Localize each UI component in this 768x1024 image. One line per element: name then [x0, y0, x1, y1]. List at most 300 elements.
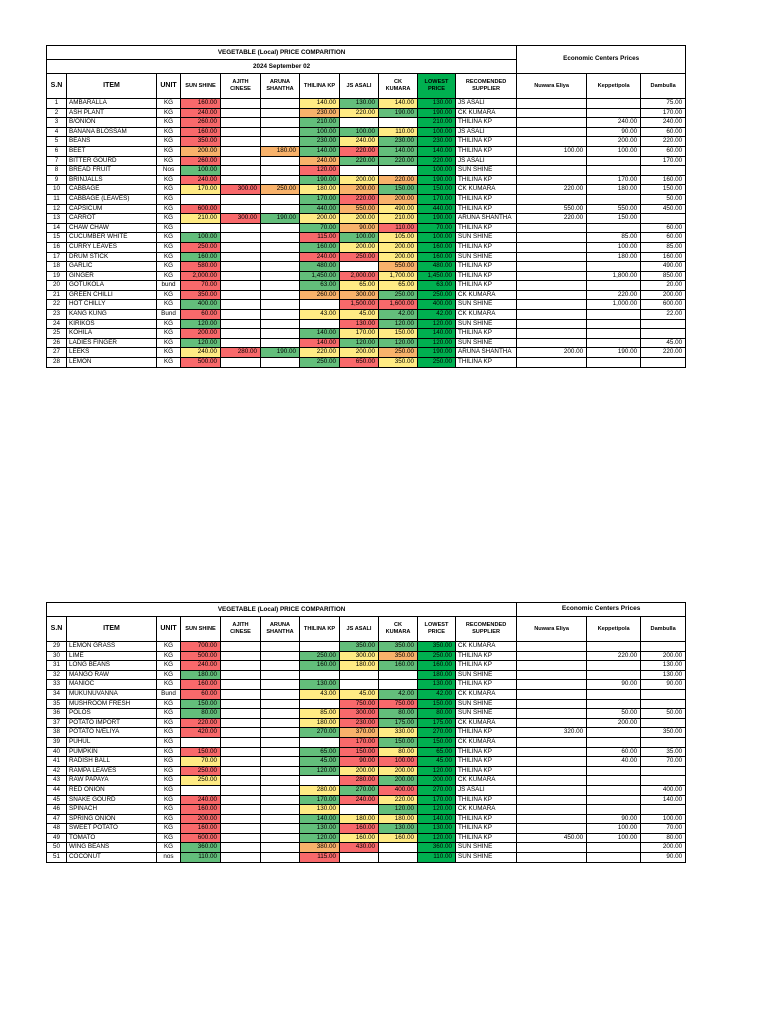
cell-unit: Nos [157, 166, 181, 176]
cell-dambulla: 50.00 [641, 709, 686, 719]
header-lowest: LOWEST PRICE [418, 74, 456, 99]
cell-ckkumara: 42.00 [379, 310, 418, 320]
cell-aruna [261, 223, 300, 233]
cell-supplier: THILINA KP [456, 329, 517, 339]
cell-lowest: 190.00 [418, 108, 456, 118]
cell-aruna: 190.00 [261, 214, 300, 224]
cell-keppetipola [587, 689, 641, 699]
table-row [47, 358, 686, 368]
cell-dambulla: 450.00 [641, 204, 686, 214]
cell-item: SWEET POTATO [67, 824, 157, 834]
cell-nuwara: 220.00 [517, 185, 587, 195]
cell-dambulla: 100.00 [641, 814, 686, 824]
cell-keppetipola [587, 776, 641, 786]
cell-keppetipola: 150.00 [587, 214, 641, 224]
cell-dambulla: 60.00 [641, 223, 686, 233]
cell-sunshine: 110.00 [181, 853, 221, 863]
cell-sn: 34 [47, 689, 67, 699]
cell-keppetipola [587, 642, 641, 652]
cell-sunshine: 240.00 [181, 108, 221, 118]
cell-keppetipola: 1,000.00 [587, 300, 641, 310]
cell-sunshine: 170.00 [181, 185, 221, 195]
cell-ckkumara: 140.00 [379, 146, 418, 156]
cell-item: RED ONION [67, 785, 157, 795]
header-item: ITEM [67, 617, 157, 642]
cell-supplier: THILINA KP [456, 271, 517, 281]
cell-keppetipola: 240.00 [587, 118, 641, 128]
cell-jsasali: 65.00 [340, 281, 379, 291]
cell-aruna [261, 319, 300, 329]
cell-jsasali: 200.00 [340, 242, 379, 252]
cell-aruna [261, 670, 300, 680]
cell-aruna [261, 737, 300, 747]
cell-sn: 13 [47, 214, 67, 224]
cell-sn: 38 [47, 728, 67, 738]
cell-dambulla: 90.00 [641, 853, 686, 863]
cell-keppetipola: 550.00 [587, 204, 641, 214]
cell-thilina: 210.00 [300, 118, 340, 128]
cell-dambulla [641, 358, 686, 368]
cell-nuwara [517, 814, 587, 824]
cell-sn: 24 [47, 319, 67, 329]
cell-unit: KG [157, 795, 181, 805]
cell-ajith [221, 833, 261, 843]
cell-item: RAW PAPAYA [67, 776, 157, 786]
cell-sn: 47 [47, 814, 67, 824]
cell-sn: 10 [47, 185, 67, 195]
table-row [47, 747, 686, 757]
cell-lowest: 63.00 [418, 281, 456, 291]
cell-thilina: 230.00 [300, 137, 340, 147]
cell-unit: KG [157, 99, 181, 109]
cell-aruna [261, 156, 300, 166]
cell-supplier: SUN SHINE [456, 709, 517, 719]
cell-keppetipola: 190.00 [587, 348, 641, 358]
cell-keppetipola [587, 194, 641, 204]
table-row [47, 175, 686, 185]
cell-lowest: 45.00 [418, 757, 456, 767]
cell-nuwara [517, 747, 587, 757]
cell-lowest: 160.00 [418, 242, 456, 252]
cell-ckkumara [379, 166, 418, 176]
cell-keppetipola: 90.00 [587, 814, 641, 824]
cell-aruna: 180.00 [261, 146, 300, 156]
cell-jsasali [340, 680, 379, 690]
cell-aruna [261, 166, 300, 176]
cell-unit: KG [157, 252, 181, 262]
cell-keppetipola [587, 156, 641, 166]
cell-supplier: CK KUMARA [456, 290, 517, 300]
cell-aruna [261, 833, 300, 843]
cell-sunshine: 160.00 [181, 252, 221, 262]
cell-supplier: JS ASALI [456, 785, 517, 795]
cell-sn: 20 [47, 281, 67, 291]
cell-sn: 19 [47, 271, 67, 281]
header-keppetipola: Keppetipola [587, 617, 641, 642]
cell-ajith [221, 642, 261, 652]
cell-dambulla: 80.00 [641, 833, 686, 843]
cell-lowest: 140.00 [418, 814, 456, 824]
cell-ajith [221, 747, 261, 757]
cell-item: GINGER [67, 271, 157, 281]
cell-thilina: 180.00 [300, 718, 340, 728]
table-row [47, 166, 686, 176]
cell-thilina: 140.00 [300, 99, 340, 109]
header-ckkumara: CK KUMARA [379, 617, 418, 642]
cell-unit: KG [157, 651, 181, 661]
cell-sn: 8 [47, 166, 67, 176]
cell-sunshine [181, 194, 221, 204]
cell-lowest: 80.00 [418, 709, 456, 719]
cell-ajith [221, 728, 261, 738]
cell-ajith [221, 680, 261, 690]
cell-dambulla: 75.00 [641, 99, 686, 109]
cell-item: KIRIKOS [67, 319, 157, 329]
cell-jsasali: 270.00 [340, 785, 379, 795]
cell-sn: 32 [47, 670, 67, 680]
cell-sn: 45 [47, 795, 67, 805]
cell-sn: 12 [47, 204, 67, 214]
cell-jsasali: 200.00 [340, 348, 379, 358]
cell-supplier: CK KUMARA [456, 805, 517, 815]
cell-dambulla [641, 319, 686, 329]
cell-ajith [221, 252, 261, 262]
cell-unit: KG [157, 680, 181, 690]
cell-unit: KG [157, 814, 181, 824]
cell-thilina: 160.00 [300, 242, 340, 252]
cell-ckkumara: 150.00 [379, 737, 418, 747]
cell-dambulla: 150.00 [641, 185, 686, 195]
cell-ajith [221, 271, 261, 281]
cell-keppetipola: 60.00 [587, 747, 641, 757]
cell-ajith [221, 776, 261, 786]
header-row [47, 617, 686, 642]
cell-thilina: 43.00 [300, 689, 340, 699]
cell-dambulla: 60.00 [641, 127, 686, 137]
cell-jsasali: 200.00 [340, 766, 379, 776]
cell-supplier: SUN SHINE [456, 233, 517, 243]
cell-jsasali: 300.00 [340, 651, 379, 661]
cell-keppetipola: 170.00 [587, 175, 641, 185]
cell-ajith [221, 661, 261, 671]
cell-sunshine: 400.00 [181, 300, 221, 310]
cell-ckkumara: 65.00 [379, 281, 418, 291]
cell-item: LIME [67, 651, 157, 661]
cell-ckkumara: 105.00 [379, 233, 418, 243]
cell-lowest: 65.00 [418, 747, 456, 757]
cell-sn: 42 [47, 766, 67, 776]
cell-nuwara [517, 651, 587, 661]
cell-sunshine: 220.00 [181, 718, 221, 728]
header-nuwara: Nuwara Eliya [517, 617, 587, 642]
cell-thilina: 130.00 [300, 824, 340, 834]
cell-supplier: SUN SHINE [456, 853, 517, 863]
table-row [47, 670, 686, 680]
cell-item: MUKUNUVANNA [67, 689, 157, 699]
cell-lowest: 160.00 [418, 252, 456, 262]
cell-sunshine: 120.00 [181, 338, 221, 348]
cell-dambulla: 200.00 [641, 290, 686, 300]
cell-nuwara [517, 785, 587, 795]
cell-jsasali: 430.00 [340, 843, 379, 853]
cell-supplier: CK KUMARA [456, 776, 517, 786]
cell-lowest: 120.00 [418, 338, 456, 348]
table-row [47, 290, 686, 300]
cell-unit: KG [157, 262, 181, 272]
cell-keppetipola: 220.00 [587, 290, 641, 300]
cell-lowest: 42.00 [418, 310, 456, 320]
cell-unit: KG [157, 319, 181, 329]
cell-sunshine: 600.00 [181, 204, 221, 214]
cell-sn: 50 [47, 843, 67, 853]
cell-ckkumara: 175.00 [379, 718, 418, 728]
cell-jsasali: 250.00 [340, 252, 379, 262]
cell-ajith [221, 137, 261, 147]
cell-item: CUCUMBER WHITE [67, 233, 157, 243]
cell-item: CAPSICUM [67, 204, 157, 214]
header-sunshine: SUN SHINE [181, 617, 221, 642]
cell-nuwara [517, 776, 587, 786]
cell-item: PUHUL [67, 737, 157, 747]
cell-sn: 22 [47, 300, 67, 310]
cell-item: MANIOC [67, 680, 157, 690]
cell-nuwara [517, 175, 587, 185]
cell-ckkumara: 150.00 [379, 185, 418, 195]
cell-ckkumara: 350.00 [379, 651, 418, 661]
cell-thilina: 230.00 [300, 108, 340, 118]
cell-lowest: 250.00 [418, 290, 456, 300]
cell-aruna [261, 99, 300, 109]
cell-aruna [261, 262, 300, 272]
cell-dambulla: 130.00 [641, 670, 686, 680]
cell-lowest: 440.00 [418, 204, 456, 214]
cell-dambulla [641, 718, 686, 728]
cell-ckkumara: 200.00 [379, 776, 418, 786]
cell-supplier: SUN SHINE [456, 319, 517, 329]
cell-aruna [261, 271, 300, 281]
cell-jsasali: 45.00 [340, 689, 379, 699]
table-row [47, 242, 686, 252]
table-row [47, 776, 686, 786]
table-row [47, 718, 686, 728]
cell-ajith [221, 262, 261, 272]
cell-item: BEANS [67, 137, 157, 147]
cell-thilina: 140.00 [300, 814, 340, 824]
cell-aruna [261, 127, 300, 137]
cell-nuwara [517, 824, 587, 834]
cell-thilina: 250.00 [300, 651, 340, 661]
cell-thilina: 280.00 [300, 785, 340, 795]
cell-lowest: 360.00 [418, 843, 456, 853]
cell-keppetipola: 90.00 [587, 127, 641, 137]
cell-jsasali: 100.00 [340, 127, 379, 137]
header-unit: UNIT [157, 74, 181, 99]
cell-ckkumara: 200.00 [379, 252, 418, 262]
cell-lowest: 120.00 [418, 766, 456, 776]
cell-ajith [221, 233, 261, 243]
cell-lowest: 270.00 [418, 728, 456, 738]
cell-keppetipola: 1,800.00 [587, 271, 641, 281]
cell-lowest: 170.00 [418, 194, 456, 204]
cell-sunshine [181, 223, 221, 233]
table-row [47, 137, 686, 147]
cell-ckkumara: 190.00 [379, 108, 418, 118]
cell-supplier: CK KUMARA [456, 185, 517, 195]
cell-ckkumara: 120.00 [379, 319, 418, 329]
cell-ajith [221, 146, 261, 156]
cell-jsasali: 350.00 [340, 642, 379, 652]
table-row [47, 805, 686, 815]
cell-item: CHAW CHAW [67, 223, 157, 233]
cell-dambulla: 85.00 [641, 242, 686, 252]
cell-sunshine: 180.00 [181, 670, 221, 680]
cell-dambulla: 350.00 [641, 728, 686, 738]
cell-nuwara [517, 757, 587, 767]
cell-ckkumara: 1,600.00 [379, 300, 418, 310]
cell-supplier: THILINA KP [456, 747, 517, 757]
cell-keppetipola [587, 728, 641, 738]
cell-dambulla: 200.00 [641, 651, 686, 661]
cell-keppetipola: 40.00 [587, 757, 641, 767]
cell-supplier: THILINA KP [456, 242, 517, 252]
cell-supplier: THILINA KP [456, 137, 517, 147]
cell-ajith [221, 843, 261, 853]
cell-supplier: THILINA KP [456, 194, 517, 204]
cell-keppetipola [587, 766, 641, 776]
cell-aruna [261, 766, 300, 776]
cell-lowest: 180.00 [418, 670, 456, 680]
cell-keppetipola: 180.00 [587, 185, 641, 195]
cell-item: MANGO RAW [67, 670, 157, 680]
cell-nuwara [517, 233, 587, 243]
cell-dambulla: 220.00 [641, 348, 686, 358]
cell-dambulla: 140.00 [641, 795, 686, 805]
cell-unit: KG [157, 699, 181, 709]
cell-supplier: THILINA KP [456, 766, 517, 776]
cell-dambulla [641, 214, 686, 224]
cell-jsasali: 90.00 [340, 223, 379, 233]
cell-thilina [300, 642, 340, 652]
cell-unit: KG [157, 709, 181, 719]
cell-ajith [221, 689, 261, 699]
cell-sunshine: 2,000.00 [181, 271, 221, 281]
cell-ckkumara: 110.00 [379, 127, 418, 137]
table-row [47, 252, 686, 262]
cell-sunshine: 200.00 [181, 814, 221, 824]
cell-nuwara [517, 338, 587, 348]
cell-item: LADIES FINGER [67, 338, 157, 348]
cell-item: SPRING ONION [67, 814, 157, 824]
cell-item: DRUM STICK [67, 252, 157, 262]
cell-nuwara [517, 310, 587, 320]
cell-ckkumara: 250.00 [379, 290, 418, 300]
cell-unit: KG [157, 127, 181, 137]
cell-thilina: 130.00 [300, 805, 340, 815]
header-ckkumara: CK KUMARA [379, 74, 418, 99]
cell-ckkumara: 130.00 [379, 824, 418, 834]
cell-sunshine: 250.00 [181, 242, 221, 252]
cell-nuwara [517, 718, 587, 728]
cell-ajith [221, 319, 261, 329]
cell-ckkumara: 330.00 [379, 728, 418, 738]
cell-jsasali: 550.00 [340, 204, 379, 214]
table-row [47, 728, 686, 738]
table-row [47, 99, 686, 109]
cell-supplier: THILINA KP [456, 281, 517, 291]
cell-unit: KG [157, 271, 181, 281]
price-table-1 [46, 45, 686, 368]
cell-ckkumara [379, 843, 418, 853]
cell-jsasali: 230.00 [340, 718, 379, 728]
table-row [47, 737, 686, 747]
cell-unit: KG [157, 329, 181, 339]
cell-sunshine: 250.00 [181, 766, 221, 776]
cell-keppetipola [587, 661, 641, 671]
table-row [47, 223, 686, 233]
cell-thilina: 160.00 [300, 661, 340, 671]
cell-item: POTATO N/ELIYA [67, 728, 157, 738]
cell-sunshine: 250.00 [181, 776, 221, 786]
cell-lowest: 190.00 [418, 214, 456, 224]
cell-item: COCONUT [67, 853, 157, 863]
cell-jsasali: 130.00 [340, 99, 379, 109]
cell-supplier: ARUNA SHANTHA [456, 348, 517, 358]
cell-sunshine: 80.00 [181, 709, 221, 719]
cell-dambulla: 20.00 [641, 281, 686, 291]
cell-dambulla: 220.00 [641, 137, 686, 147]
cell-supplier: JS ASALI [456, 127, 517, 137]
cell-sn: 31 [47, 661, 67, 671]
cell-dambulla: 170.00 [641, 108, 686, 118]
cell-thilina: 120.00 [300, 766, 340, 776]
cell-sunshine: 150.00 [181, 699, 221, 709]
cell-sn: 48 [47, 824, 67, 834]
cell-unit: KG [157, 233, 181, 243]
cell-lowest: 130.00 [418, 99, 456, 109]
cell-unit: KG [157, 242, 181, 252]
cell-nuwara [517, 680, 587, 690]
cell-supplier: SUN SHINE [456, 166, 517, 176]
cell-sn: 3 [47, 118, 67, 128]
cell-nuwara [517, 737, 587, 747]
cell-ckkumara: 120.00 [379, 805, 418, 815]
cell-aruna [261, 358, 300, 368]
cell-sunshine: 240.00 [181, 661, 221, 671]
cell-ajith [221, 194, 261, 204]
cell-dambulla: 70.00 [641, 824, 686, 834]
cell-ajith [221, 338, 261, 348]
header-sunshine: SUN SHINE [181, 74, 221, 99]
cell-unit: KG [157, 300, 181, 310]
header-unit: UNIT [157, 617, 181, 642]
cell-jsasali: 300.00 [340, 709, 379, 719]
cell-supplier: SUN SHINE [456, 300, 517, 310]
cell-nuwara [517, 223, 587, 233]
cell-sn: 2 [47, 108, 67, 118]
cell-unit: KG [157, 214, 181, 224]
cell-item: GARLIC [67, 262, 157, 272]
cell-item: HOT CHILLY [67, 300, 157, 310]
cell-supplier: SUN SHINE [456, 670, 517, 680]
cell-lowest: 230.00 [418, 137, 456, 147]
cell-sn: 23 [47, 310, 67, 320]
header-supplier: RECOMENDED SUPPLIER [456, 617, 517, 642]
cell-sunshine: 160.00 [181, 824, 221, 834]
cell-thilina: 200.00 [300, 214, 340, 224]
cell-lowest: 220.00 [418, 156, 456, 166]
cell-item: CURRY LEAVES [67, 242, 157, 252]
cell-jsasali [340, 670, 379, 680]
